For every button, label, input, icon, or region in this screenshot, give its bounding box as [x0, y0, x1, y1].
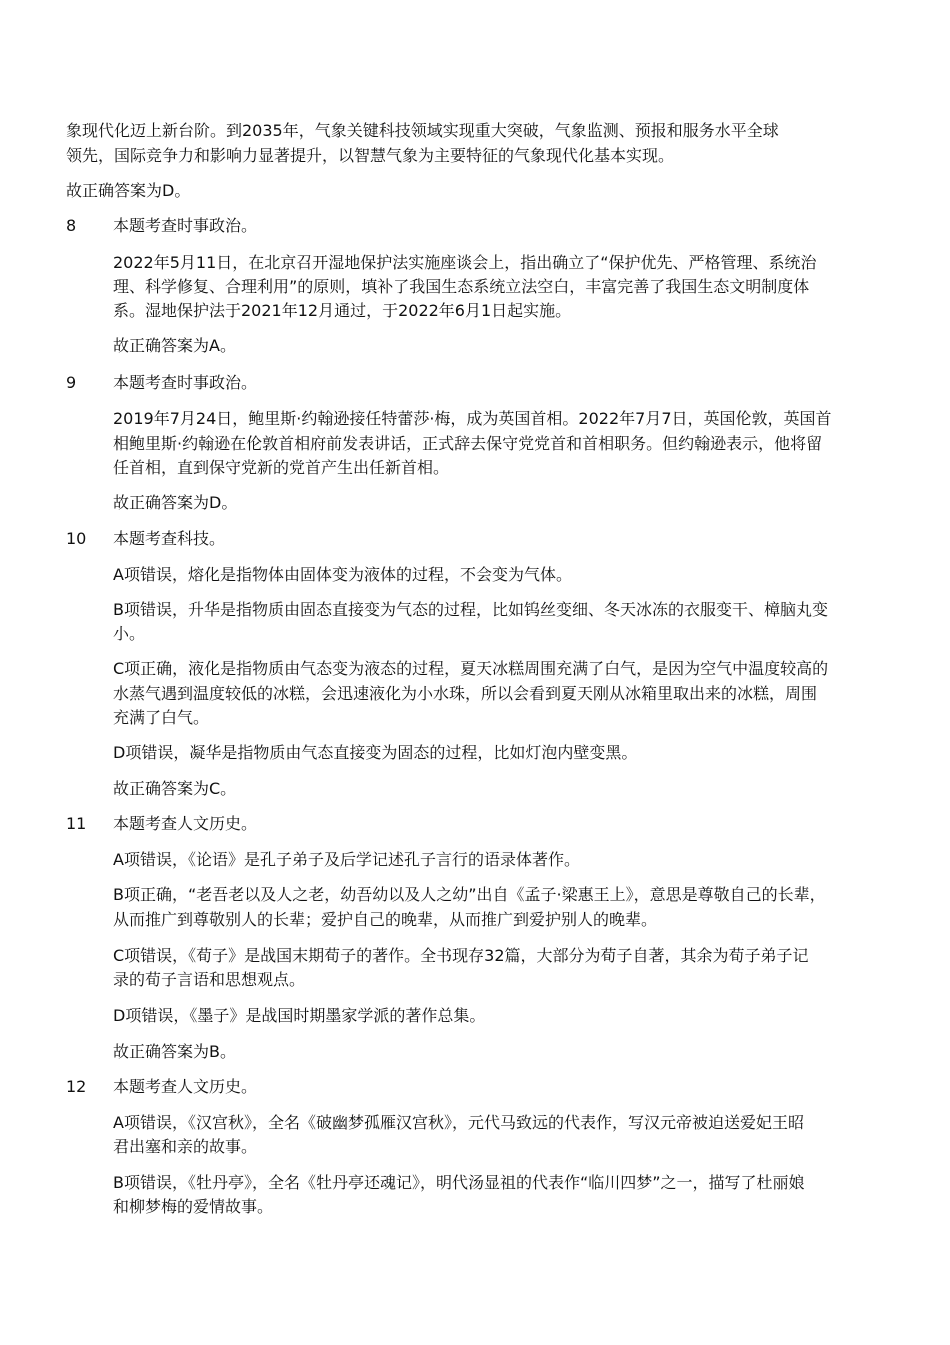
- question-10-option-c-line-3: 充满了白气。: [113, 708, 210, 727]
- question-12-topic: 本题考查人文历史。: [113, 1077, 258, 1096]
- intro-answer: 故正确答案为D。: [66, 181, 191, 200]
- question-10-option-b-line-1: B项错误，升华是指物质由固态直接变为气态的过程，比如钨丝变细、冬天冰冻的衣服变干、樟脑丸变: [113, 600, 828, 619]
- question-11-topic: 本题考查人文历史。: [113, 814, 258, 833]
- question-11-option-c-line-2: 录的荀子言语和思想观点。: [113, 970, 306, 989]
- question-8-topic: 本题考查时事政治。: [113, 216, 258, 235]
- intro-line-2: 领先，国际竞争力和影响力显著提升，以智慧气象为主要特征的气象现代化基本实现。: [66, 146, 675, 165]
- question-11-option-a: A项错误，《论语》是孔子弟子及后学记述孔子言行的语录体著作。: [113, 850, 580, 869]
- question-10-option-c-line-1: C项正确，液化是指物质由气态变为液态的过程，夏天冰糕周围充满了白气，是因为空气中温度较高的: [113, 659, 829, 678]
- question-8-line-2: 理、科学修复、合理利用”的原则，填补了我国生态系统立法空白，丰富完善了我国生态文明制度体: [113, 277, 810, 296]
- question-10-option-b-line-2: 小。: [113, 624, 146, 643]
- question-11-option-b-line-1: B项正确，“老吾老以及人之老，幼吾幼以及人之幼”出自《孟子·梁惠王上》，意思是尊敬自己的长辈，: [113, 885, 826, 904]
- question-8-line-3: 系。湿地保护法于2021年12月通过，于2022年6月1日起实施。: [113, 301, 572, 320]
- question-12-option-b-line-1: B项错误，《牡丹亭》，全名《牡丹亭还魂记》，明代汤显祖的代表作“临川四梦”之一，描写了杜丽娘: [113, 1173, 805, 1192]
- question-10-answer: 故正确答案为C。: [113, 779, 237, 798]
- question-10-option-d: D项错误，凝华是指物质由气态直接变为固态的过程，比如灯泡内壁变黑。: [113, 743, 638, 762]
- question-11-answer: 故正确答案为B。: [113, 1042, 236, 1061]
- question-9-answer: 故正确答案为D。: [113, 493, 238, 512]
- question-number-8: 8: [66, 216, 77, 235]
- question-11-option-d: D项错误，《墨子》是战国时期墨家学派的著作总集。: [113, 1006, 486, 1025]
- intro-line-1: 象现代化迈上新台阶。到2035年，气象关键科技领域实现重大突破，气象监测、预报和服务水平全球: [66, 121, 779, 140]
- question-12-option-a-line-2: 君出塞和亲的故事。: [113, 1137, 258, 1156]
- question-10-topic: 本题考查科技。: [113, 529, 226, 548]
- question-number-9: 9: [66, 373, 77, 392]
- question-9-topic: 本题考查时事政治。: [113, 373, 258, 392]
- question-number-12: 12: [66, 1077, 87, 1096]
- question-12-option-a-line-1: A项错误，《汉宫秋》，全名《破幽梦孤雁汉宫秋》，元代马致远的代表作，写汉元帝被迫送爱妃王昭: [113, 1113, 804, 1132]
- question-10-option-c-line-2: 水蒸气遇到温度较低的冰糕，会迅速液化为小水珠，所以会看到夏天刚从冰箱里取出来的冰糕，周围: [113, 684, 818, 703]
- question-9-line-2: 相鲍里斯·约翰逊在伦敦首相府前发表讲话，正式辞去保守党党首和首相职务。但约翰逊表示，他将留: [113, 434, 823, 453]
- question-11-option-c-line-1: C项错误，《荀子》是战国末期荀子的著作。全书现存32篇，大部分为荀子自著，其余为荀子弟子记: [113, 946, 809, 965]
- question-9-line-1: 2019年7月24日，鲍里斯·约翰逊接任特蕾莎·梅，成为英国首相。2022年7月7日，英国伦敦，英国首: [113, 409, 832, 428]
- question-12-option-b-line-2: 和柳梦梅的爱情故事。: [113, 1197, 274, 1216]
- question-8-answer: 故正确答案为A。: [113, 336, 236, 355]
- question-9-line-3: 任首相，直到保守党新的党首产生出任新首相。: [113, 458, 450, 477]
- question-8-line-1: 2022年5月11日，在北京召开湿地保护法实施座谈会上，指出确立了“保护优先、严格管理、系统治: [113, 253, 817, 272]
- question-number-11: 11: [66, 814, 87, 833]
- question-11-option-b-line-2: 从而推广到尊敬别人的长辈；爱护自己的晚辈，从而推广到爱护别人的晚辈。: [113, 910, 658, 929]
- question-10-option-a: A项错误，熔化是指物体由固体变为液体的过程，不会变为气体。: [113, 565, 572, 584]
- question-number-10: 10: [66, 529, 87, 548]
